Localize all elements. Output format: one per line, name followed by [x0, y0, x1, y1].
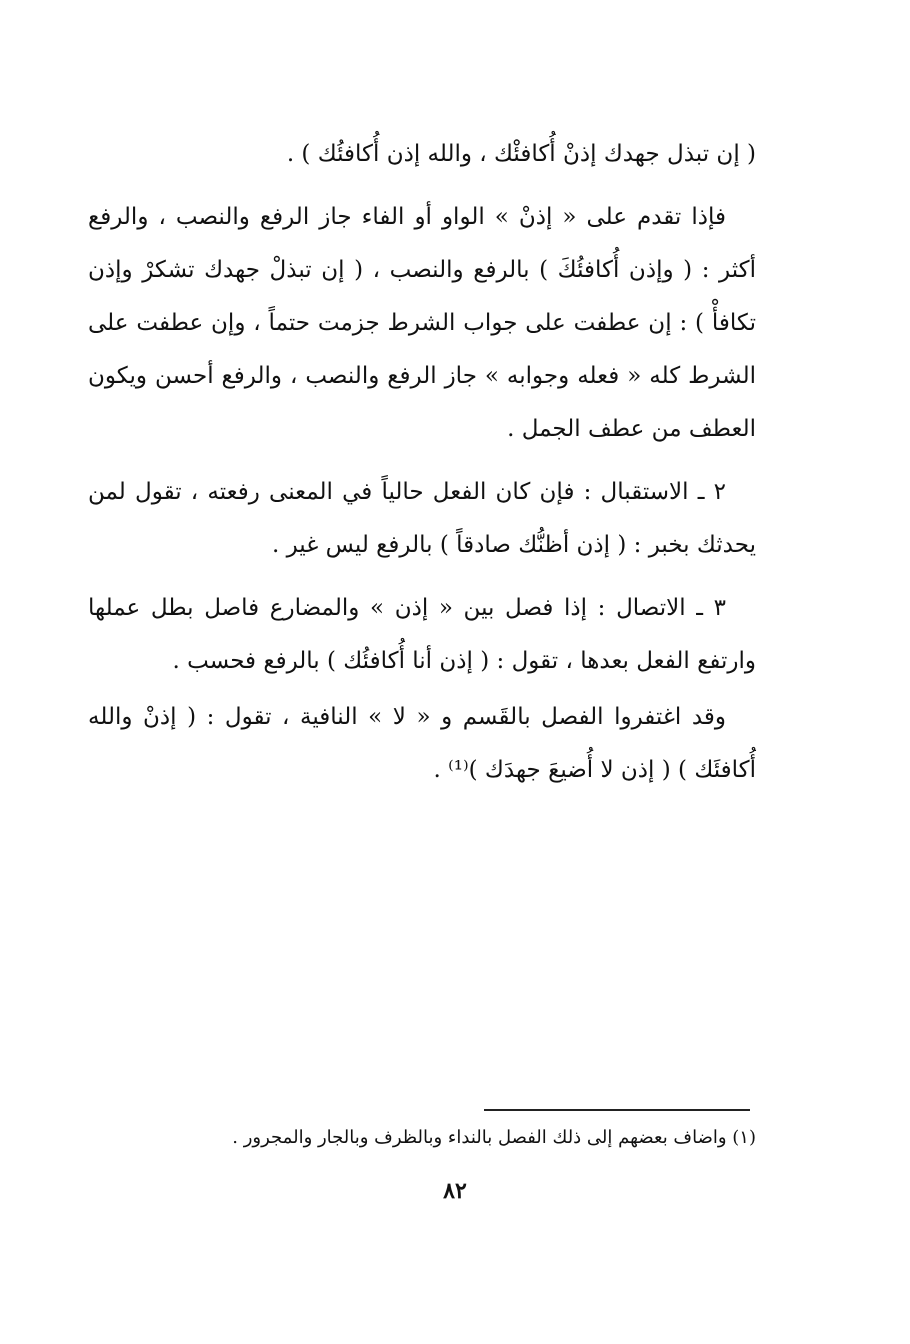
- paragraph-future-tense: ٢ ـ الاستقبال : فإن كان الفعل حالياً في المعنى رفعته ، تقول لمن يحدثك بخبر : ( إذن أظنُّك صادقاً ) بالرفع ليس غير .: [88, 479, 756, 558]
- paragraph-conjunction: فإذا تقدم على « إذنْ » الواو أو الفاء جاز الرفع والنصب ، والرفع أكثر : ( وإذن أُكافئُكَ ) بالرفع والنصب ، ( إن تبذلْ جهدك تشكرْ وإذن تكافأْ ) : إن عطفت على جواب الشرط جزمت حتماً ، وإن عطفت على الشرط كله « فعله وجوابه » جاز الرفع والنصب ، والرفع أحسن ويكون العطف من عطف الجمل .: [88, 204, 756, 442]
- paragraph-adjacency: ٣ ـ الاتصال : إذا فصل بين « إذن » والمضارع فاصل بطل عملها وارتفع الفعل بعدها ، تقول : ( إذن أنا أُكافئُك ) بالرفع فحسب .: [88, 595, 756, 674]
- example-line: ( إن تبذل جهدك إذنْ أُكافئْك ، والله إذن أُكافئُك ) .: [286, 141, 756, 167]
- main-text: [88, 128, 756, 797]
- page-number: ٨٢: [443, 1178, 467, 1204]
- paragraph-oath-exception: وقد اغتفروا الفصل بالقَسم و « لا » النافية ، تقول : ( إذنْ والله أُكافئَك ) ( إذن لا أُضيعَ جهدَك )⁽¹⁾ .: [88, 704, 756, 783]
- footnote-divider: [484, 1109, 750, 1111]
- footnote: (١) واضاف بعضهم إلى ذلك الفصل بالنداء وبالظرف وبالجار والمجرور .: [232, 1127, 756, 1148]
